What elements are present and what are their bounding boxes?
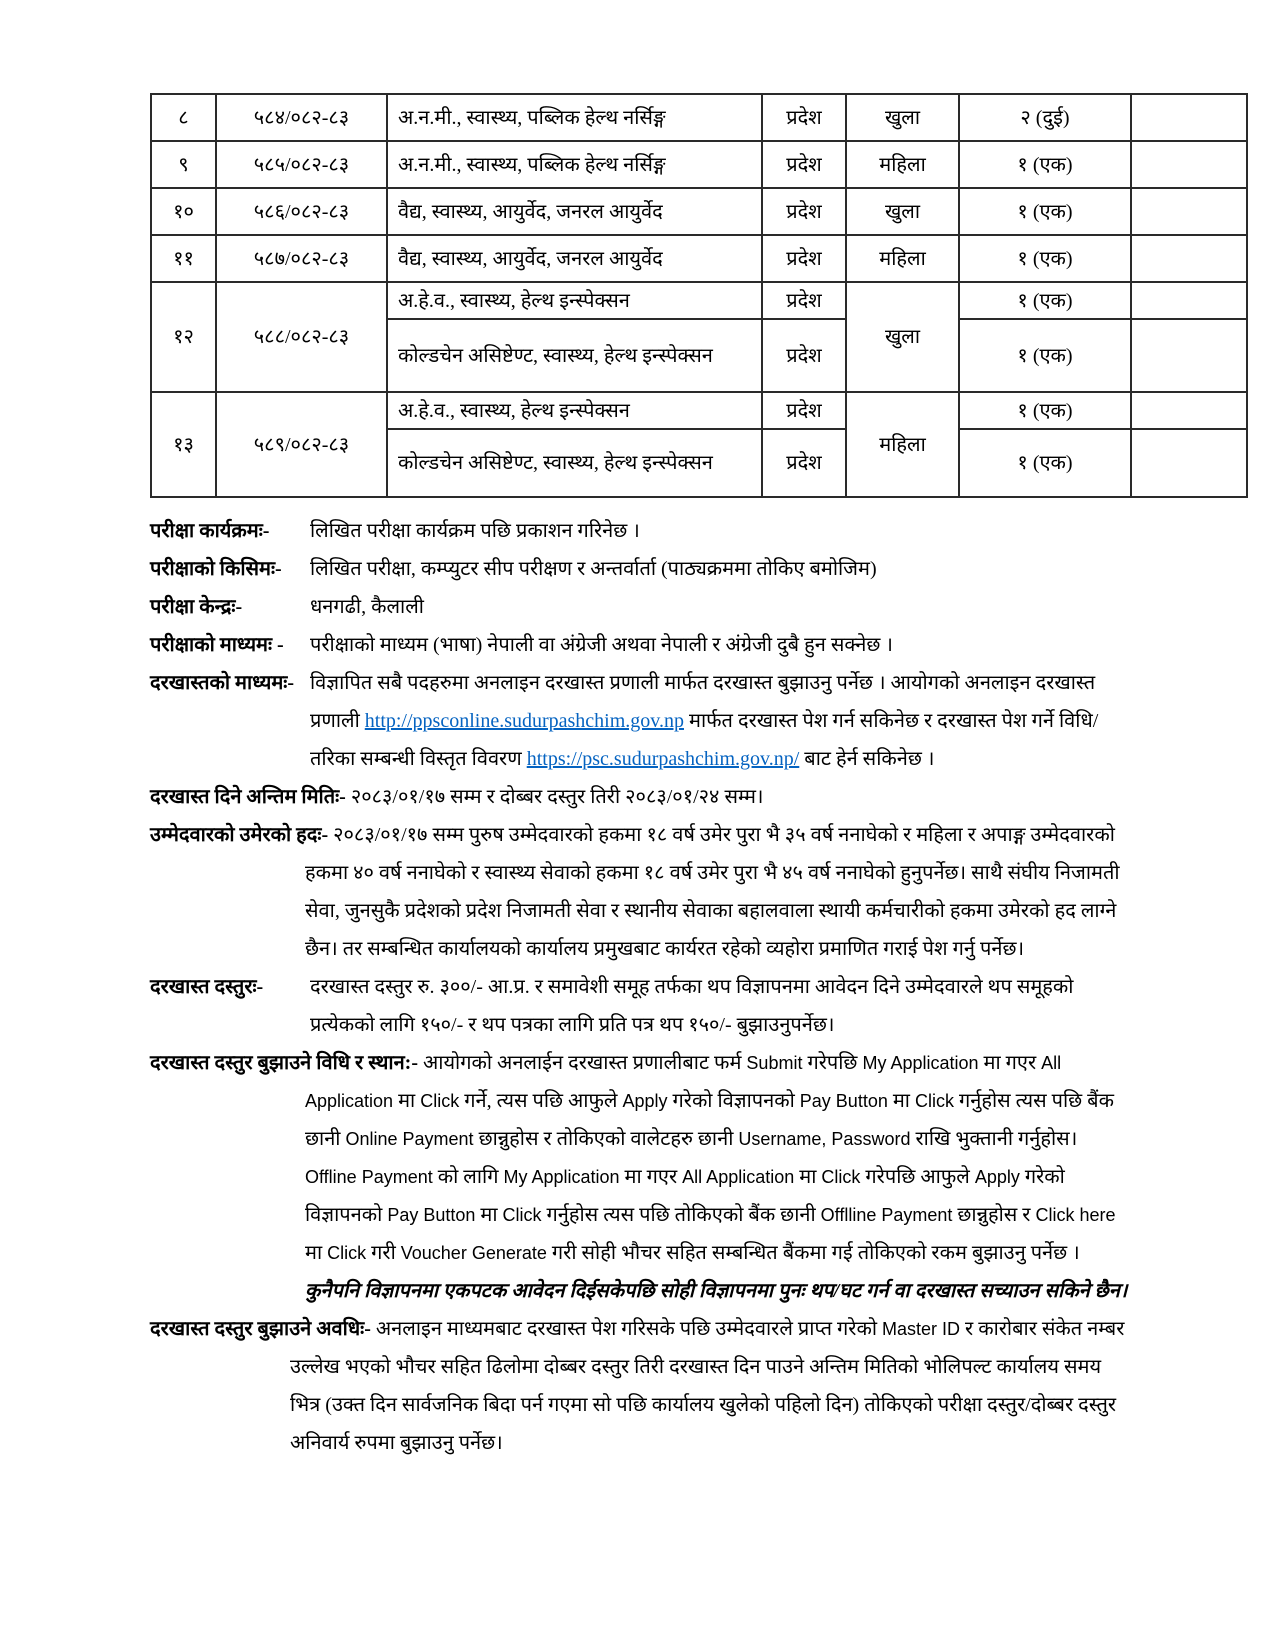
section-label: परीक्षा केन्द्रः- — [150, 596, 243, 618]
cell-post: वैद्य, स्वास्थ्य, आयुर्वेद, जनरल आयुर्वेद — [387, 188, 762, 235]
section-text: गर्नुहोस त्यस पछि बैंक छानी — [305, 1090, 1114, 1150]
section-text: Click — [420, 1091, 460, 1111]
section-text: मा गएर — [619, 1166, 683, 1188]
section-text: गर्नुहोस त्यस पछि तोकिएको बैंक छानी — [541, 1204, 821, 1226]
section-text: मा — [305, 1242, 328, 1264]
cell-level: प्रदेश — [762, 94, 846, 141]
section-text: Pay Button — [387, 1205, 476, 1225]
cell-post: कोल्डचेन असिष्टेण्ट, स्वास्थ्य, हेल्थ इन्स्पेक्सन — [387, 319, 762, 392]
cell-advert-no: ५८५/०८२-८३ — [216, 141, 387, 188]
table-row — [151, 94, 1247, 141]
section-label: दरखास्त दस्तुर बुझाउने विधि र स्थान:- — [150, 1052, 419, 1074]
cell-advert-no: ५८६/०८२-८३ — [216, 188, 387, 235]
notice-section-2 — [150, 588, 1130, 626]
section-text: Submit — [746, 1053, 803, 1073]
section-text: दरखास्त दस्तुर रु. ३००/- आ.प्र. र समावेशी समूह तर्फका थप विज्ञापनमा आवेदन दिने उम्मेदवारले थप समूहको प्रत्येकको लागि १५०/- र थप पत्रका लागि प्रति पत्र थप १५०/- बुझाउनुपर्नेछ। — [310, 976, 1074, 1036]
cell-advert-no: ५८७/०८२-८३ — [216, 235, 387, 282]
section-text: Click — [914, 1091, 954, 1111]
table-row — [151, 141, 1247, 188]
notice-section-6 — [150, 816, 1130, 968]
section-label: परीक्षाको किसिमः- — [150, 558, 282, 580]
section-body — [290, 1318, 1124, 1454]
section-body — [310, 664, 1130, 778]
section-label: उम्मेदवारको उमेरको हदः- — [150, 824, 329, 846]
cell-level: प्रदेश — [762, 429, 846, 497]
section-text: २०८३/०१/१७ सम्म र दोब्बर दस्तुर तिरी २०८३/०१/२४ सम्म। — [350, 786, 764, 808]
cell-vacancy-count: १ (एक) — [959, 392, 1131, 429]
document-content — [150, 93, 1250, 1462]
section-text: Online Payment — [345, 1129, 474, 1149]
notice-section-4 — [150, 664, 1130, 778]
section-text: Click — [502, 1205, 542, 1225]
cell-inclusive-group: खुला — [846, 94, 959, 141]
cell-serial-no: ८ — [151, 94, 216, 141]
section-text: Voucher Generate — [400, 1243, 547, 1263]
cell-post: अ.हे.व., स्वास्थ्य, हेल्थ इन्स्पेक्सन — [387, 392, 762, 429]
section-body — [305, 1052, 1127, 1302]
section-body — [310, 550, 1130, 588]
cell-level: प्रदेश — [762, 188, 846, 235]
notice-section-9 — [150, 1310, 1130, 1462]
psc-website-link[interactable]: https://psc.sudurpashchim.gov.np/ — [526, 748, 800, 770]
cell-vacancy-count: १ (एक) — [959, 141, 1131, 188]
section-text: Apply — [622, 1091, 668, 1111]
cell-vacancy-count: १ (एक) — [959, 282, 1131, 319]
vacancy-table-body — [151, 94, 1247, 497]
vacancy-table — [150, 93, 1248, 498]
section-text: मार्फत दरखास्त पेश गर्न सकिनेछ र दरखास्त पेश गर्ने विधि/तरिका सम्बन्धी विस्तृत विवरण — [310, 710, 1099, 770]
section-text: विज्ञापित सबै पदहरुमा अनलाइन दरखास्त प्रणाली मार्फत दरखास्त बुझाउनु पर्नेछ । आयोगको अनलाइन दरखास्त प्रणाली — [310, 672, 1096, 732]
section-body — [310, 512, 1130, 550]
cell-level: प्रदेश — [762, 319, 846, 392]
cell-inclusive-group: खुला — [846, 282, 959, 392]
section-text: गरेको विज्ञापनको — [305, 1166, 1065, 1226]
section-text: Click — [821, 1167, 861, 1187]
cell-serial-no: १२ — [151, 282, 216, 392]
section-text: र कारोबार संकेत नम्बर उल्लेख भएको भौचर सहित ढिलोमा दोब्बर दस्तुर तिरी दरखास्त दिन पाउने अन्तिम मितिको भोलिपल्ट कार्यालय समय भित्र (उक्त दिन सार्वजनिक बिदा पर्न गएमा सो पछि कार्यालय खुलेको पहिलो दिन) तोकिएको परीक्षा दस्तुर/दोब्बर दस्तुर अनिवार्य रुपमा बुझाउनु पर्नेछ। — [290, 1318, 1125, 1454]
cell-remark — [1131, 188, 1247, 235]
cell-advert-no: ५८९/०८२-८३ — [216, 392, 387, 497]
section-text: गरी सोही भौचर सहित सम्बन्धित बैंकमा गई तोकिएको रकम बुझाउनु पर्नेछ । — [546, 1242, 1080, 1264]
notice-section-3 — [150, 626, 1130, 664]
ppsconline-link[interactable]: http://ppsconline.sudurpashchim.gov.np — [364, 710, 684, 732]
section-label: परीक्षाको माध्यमः - — [150, 634, 284, 656]
cell-vacancy-count: १ (एक) — [959, 188, 1131, 235]
cell-inclusive-group: महिला — [846, 235, 959, 282]
section-text: राखि भुक्तानी गर्नुहोस। — [910, 1128, 1078, 1150]
section-text: Master ID — [882, 1319, 961, 1339]
section-text: Username, Password — [738, 1129, 911, 1149]
cell-vacancy-count: २ (दुई) — [959, 94, 1131, 141]
table-row — [151, 282, 1247, 319]
cell-level: प्रदेश — [762, 141, 846, 188]
notice-section-1 — [150, 550, 1130, 588]
section-label: दरखास्त दिने अन्तिम मितिः- — [150, 786, 346, 808]
notice-section-7 — [150, 968, 1130, 1044]
cell-remark — [1131, 235, 1247, 282]
cell-post: अ.हे.व., स्वास्थ्य, हेल्थ इन्स्पेक्सन — [387, 282, 762, 319]
cell-inclusive-group: खुला — [846, 188, 959, 235]
no-edit-note: कुनैपनि विज्ञापनमा एकपटक आवेदन दिईसकेपछि सोही विज्ञापनमा पुनः थप/घट गर्न वा दरखास्त सच्याउन सकिने छैन। — [305, 1280, 1128, 1302]
cell-level: प्रदेश — [762, 392, 846, 429]
section-text: अनलाइन माध्यमबाट दरखास्त पेश गरिसके पछि उम्मेदवारले प्राप्त गरेको — [375, 1318, 883, 1340]
section-text: परीक्षाको माध्यम (भाषा) नेपाली वा अंग्रेजी अथवा नेपाली र अंग्रेजी दुबै हुन सक्नेछ । — [310, 634, 893, 656]
section-text: My Application — [862, 1053, 979, 1073]
section-text: All Application — [682, 1167, 795, 1187]
section-text: छान्नुहोस र — [952, 1204, 1036, 1226]
section-text: गरेको विज्ञापनको — [667, 1090, 800, 1112]
cell-serial-no: ११ — [151, 235, 216, 282]
section-label: दरखास्तको माध्यमः- — [150, 672, 294, 694]
section-text: २०८३/०१/१७ सम्म पुरुष उम्मेदवारको हकमा १८ वर्ष उमेर पुरा भै ३५ वर्ष ननाघेको र महिला र अपाङ्ग उम्मेदवारको हकमा ४० वर्ष ननाघेको र स्वास्थ्य सेवाको हकमा १८ वर्ष उमेर पुरा भै ४५ वर्ष ननाघेको हुनुपर्नेछ। साथै संघीय निजामती सेवा, जुनसुकै प्रदेशको प्रदेश निजामती सेवा र स्थानीय सेवाका बहालवाला स्थायी कर्मचारीको हकमा उमेरको हद लाग्ने छैन। तर सम्बन्धित कार्यालयको कार्यालय प्रमुखबाट कार्यरत रहेको व्यहोरा प्रमाणित गराई पेश गर्नु पर्नेछ। — [305, 824, 1120, 960]
section-text: मा गएर — [978, 1052, 1042, 1074]
cell-remark — [1131, 392, 1247, 429]
section-label: दरखास्त दस्तुरः- — [150, 976, 264, 998]
table-row — [151, 392, 1247, 429]
section-text: मा — [475, 1204, 503, 1226]
cell-vacancy-count: १ (एक) — [959, 429, 1131, 497]
cell-remark — [1131, 319, 1247, 392]
cell-level: प्रदेश — [762, 282, 846, 319]
section-text: All Application — [305, 1053, 1062, 1111]
section-label: दरखास्त दस्तुर बुझाउने अवधिः- — [150, 1318, 371, 1340]
section-text: मा — [794, 1166, 822, 1188]
section-body — [305, 824, 1120, 960]
cell-post: अ.न.मी., स्वास्थ्य, पब्लिक हेल्थ नर्सिङ्ग — [387, 94, 762, 141]
section-text: को लागि — [432, 1166, 504, 1188]
section-label: परीक्षा कार्यक्रमः- — [150, 520, 270, 542]
cell-post: वैद्य, स्वास्थ्य, आयुर्वेद, जनरल आयुर्वेद — [387, 235, 762, 282]
notice-sections — [150, 512, 1130, 1462]
section-text: लिखित परीक्षा कार्यक्रम पछि प्रकाशन गरिनेछ । — [310, 520, 640, 542]
section-body — [310, 968, 1130, 1044]
notice-section-5 — [150, 778, 1130, 816]
cell-level: प्रदेश — [762, 235, 846, 282]
section-body — [351, 786, 764, 808]
notice-section-0 — [150, 512, 1130, 550]
section-text: लिखित परीक्षा, कम्प्युटर सीप परीक्षण र अन्तर्वार्ता (पाठ्यक्रममा तोकिए बमोजिम) — [310, 558, 877, 580]
section-text: बाट हेर्न सकिनेछ । — [799, 748, 935, 770]
section-text: गर्ने, त्यस पछि आफुले — [459, 1090, 623, 1112]
cell-serial-no: ९ — [151, 141, 216, 188]
section-text: छान्नुहोस र तोकिएको वालेटहरु छानी — [473, 1128, 739, 1150]
section-text: Click here — [1035, 1205, 1116, 1225]
cell-remark — [1131, 429, 1247, 497]
table-row — [151, 188, 1247, 235]
cell-inclusive-group: महिला — [846, 141, 959, 188]
cell-vacancy-count: १ (एक) — [959, 319, 1131, 392]
cell-vacancy-count: १ (एक) — [959, 235, 1131, 282]
section-text: गरी — [366, 1242, 401, 1264]
section-text: Pay Button — [799, 1091, 888, 1111]
section-text: Click — [327, 1243, 367, 1263]
cell-serial-no: १० — [151, 188, 216, 235]
section-text: Offlline Payment — [820, 1205, 953, 1225]
cell-serial-no: १३ — [151, 392, 216, 497]
cell-post: अ.न.मी., स्वास्थ्य, पब्लिक हेल्थ नर्सिङ्ग — [387, 141, 762, 188]
section-body — [310, 588, 1130, 626]
section-text: गरेपछि आफुले — [860, 1166, 975, 1188]
cell-advert-no: ५८४/०८२-८३ — [216, 94, 387, 141]
cell-post: कोल्डचेन असिष्टेण्ट, स्वास्थ्य, हेल्थ इन्स्पेक्सन — [387, 429, 762, 497]
cell-inclusive-group: महिला — [846, 392, 959, 497]
notice-section-8 — [150, 1044, 1130, 1310]
section-body — [310, 626, 1130, 664]
section-text: Apply — [974, 1167, 1020, 1187]
section-text: धनगढी, कैलाली — [310, 596, 424, 618]
section-text: मा — [393, 1090, 421, 1112]
cell-remark — [1131, 94, 1247, 141]
section-text: My Application — [503, 1167, 620, 1187]
section-text: आयोगको अनलाईन दरखास्त प्रणालीबाट फर्म — [423, 1052, 747, 1074]
section-text: मा — [887, 1090, 915, 1112]
cell-remark — [1131, 141, 1247, 188]
section-text: गरेपछि — [802, 1052, 863, 1074]
cell-advert-no: ५८८/०८२-८३ — [216, 282, 387, 392]
cell-remark — [1131, 282, 1247, 319]
table-row — [151, 235, 1247, 282]
section-text: Offline Payment — [305, 1167, 433, 1187]
